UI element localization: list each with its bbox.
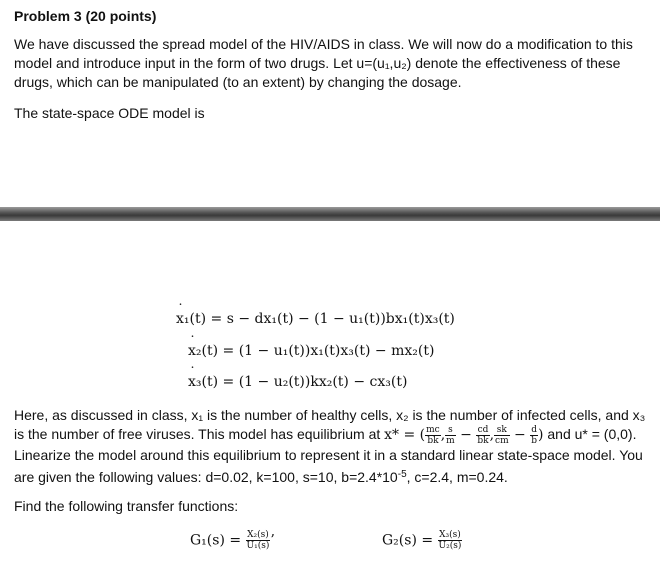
g2-fraction: [438, 530, 463, 551]
fraction-numerator: d: [531, 425, 538, 435]
fraction-s-m: [445, 425, 456, 446]
equation-x1: [176, 311, 455, 327]
g1-fraction: [246, 530, 271, 551]
fraction-denominator: cm: [495, 436, 509, 446]
problem-title: Problem 3 (20 points): [14, 8, 157, 24]
intro-paragraph: We have discussed the spread model of the HIV/AIDS in class. We will now do a modification to this model and introduce input in the form of two drugs. Let u=(u₁,u₂) denote the effectiveness of these drugs, which can be manipulated (to an extent) by changing the dosage.: [14, 36, 633, 90]
g1-denominator: U₁(s): [246, 541, 270, 551]
fraction-denominator: bk: [477, 436, 489, 446]
fraction-denominator: bk: [427, 436, 439, 446]
explanation-text-a: Here, as discussed in class, x₁ is the number of healthy cells, x₂ is the number of infected cells, and x₃ is the number of free viruses. This model has equilibrium at: [14, 407, 646, 443]
minus-sign: −: [455, 427, 477, 444]
equation-x2-text: ₂(t) = (1 − u₁(t))x₁(t)x₃(t) − mx₂(t): [195, 343, 435, 359]
explanation-paragraph: Here, as discussed in class, x₁ is the number of healthy cells, x₂ is the number of infected cells, and x₃ is the number of free viruses. This model has equilibrium at x* = ( $\frac{mc}{bk}$ , $\frac{s}{m}$ − $\frac{cd}{bk}$ , $\frac{sk}{cm}$ − $\frac{d}{b}$ ) and u* = (0,0). Linearize the model around this equilibrium to represent it in a standard linear state-space model. You are given the following values: d=0.02, k=100, s=10, $b=2.4*10^{-5}$, c=2.4, m=0.24.: [14, 407, 646, 485]
equilibrium-u-text: and u* = (0,0).: [543, 426, 637, 443]
g1-numerator: X₂(s): [247, 530, 269, 540]
x3-dot-var: ˙ x: [188, 374, 196, 390]
explanation-text-c: , c=2.4, m=0.24.: [406, 469, 508, 485]
equation-x2: [188, 343, 434, 359]
fraction-numerator: s: [445, 425, 456, 436]
x1-dot-var: ˙ x: [176, 311, 184, 327]
fraction-d-b: [530, 425, 538, 446]
minus-sign: −: [509, 427, 531, 444]
ode-lead-text: The state-space ODE model is: [14, 105, 205, 121]
fraction-sk-cm: [494, 425, 510, 446]
transfer-function-g2: [382, 530, 462, 551]
fraction-numerator: sk: [494, 425, 510, 436]
g2-denominator: U₂(s): [438, 541, 462, 551]
fraction-cd-bk: [476, 425, 489, 446]
equation-x3-text: ₃(t) = (1 − u₂(t))kx₂(t) − cx₃(t): [195, 374, 408, 390]
fraction-denominator: b: [531, 436, 538, 446]
transfer-lead-text: Find the following transfer functions:: [14, 498, 239, 514]
divider-bar: [0, 207, 660, 221]
transfer-function-g1: [190, 530, 275, 551]
g1-lhs: G₁(s) =: [190, 532, 246, 549]
exponent-text: -5: [397, 469, 407, 480]
equation-x3: [188, 374, 407, 390]
fraction-denominator: m: [446, 436, 455, 446]
fraction-mc-bk: [425, 425, 441, 446]
g2-lhs: G₂(s) =: [382, 532, 438, 549]
explanation-text-b: Linearize the model around this equilibrium to represent it in a standard linear state-space model. You are given the following values: d=0.02, k=100, s=10, b=2.4*10: [14, 447, 643, 485]
x2-dot-var: ˙ x: [188, 343, 196, 359]
equation-x1-text: ₁(t) = s − dx₁(t) − (1 − u₁(t))bx₁(t)x₃(t): [183, 311, 455, 327]
g2-numerator: X₃(s): [439, 530, 461, 540]
equilibrium-x-label: x* = (: [384, 427, 426, 444]
fraction-numerator: cd: [477, 425, 489, 435]
g1-tail: ’: [270, 532, 275, 549]
equilibrium-close: ): [538, 427, 544, 444]
fraction-numerator: mc: [426, 425, 440, 435]
